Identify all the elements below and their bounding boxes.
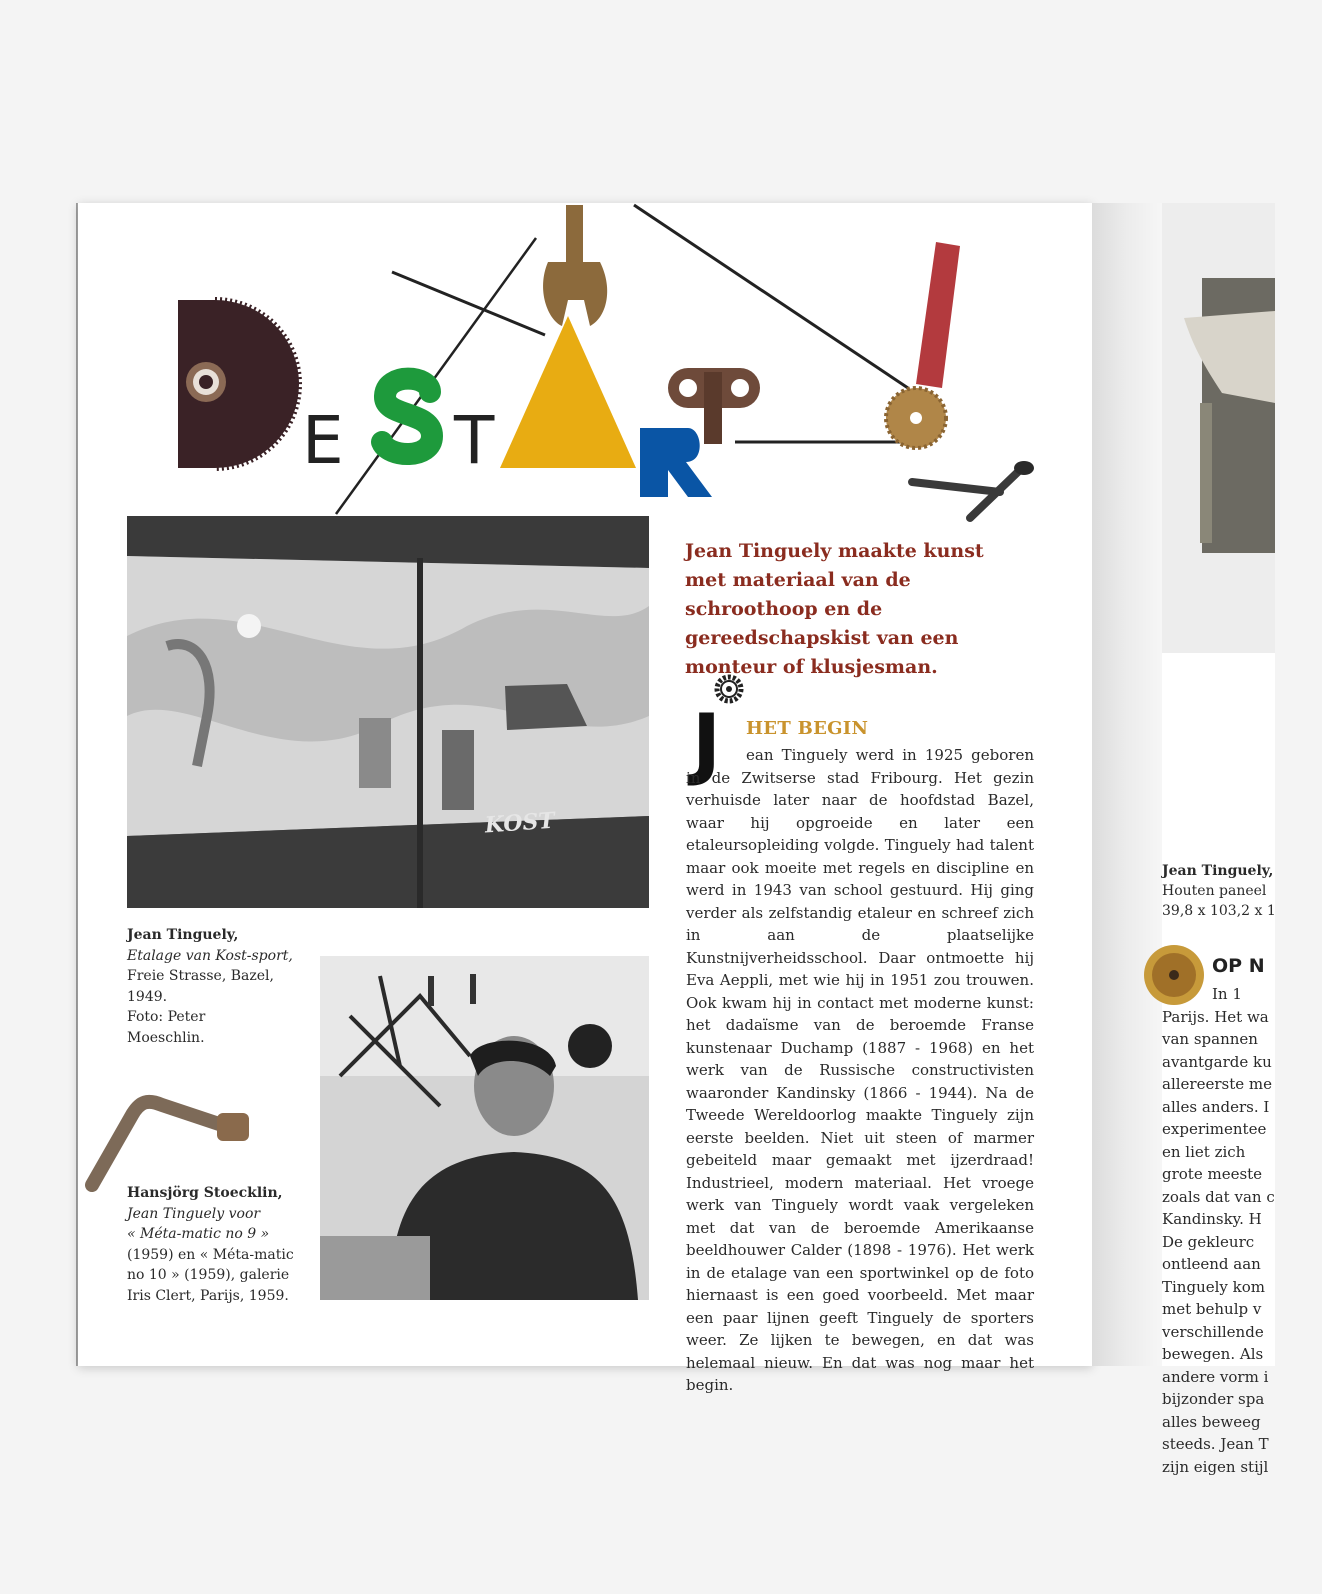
photo2-caption bbox=[127, 1183, 312, 1306]
photo-portrait bbox=[320, 956, 649, 1300]
photo1-caption-author: Jean Tinguely, bbox=[127, 927, 239, 943]
right-body-line: van spannen bbox=[1162, 1030, 1258, 1048]
right-body-line: steeds. Jean T bbox=[1162, 1435, 1269, 1453]
right-body-line: bijzonder spa bbox=[1162, 1390, 1265, 1408]
right-body-line: verschillende bbox=[1162, 1322, 1264, 1341]
right-body-line: experimentee bbox=[1162, 1120, 1267, 1138]
title-artwork bbox=[0, 0, 1275, 530]
photo2-caption-line: no 10 » (1959), galerie bbox=[127, 1267, 290, 1283]
photo2-caption-line: « Méta-matic no 9 » bbox=[127, 1226, 270, 1242]
body-paragraph: ean Tinguely werd in 1925 geboren in de Zwitserse stad Fribourg. Het gezin verhuisde later naar de hoofdstad Bazel, waar hij opgroeide en later een etaleursopleiding volgde. Tinguely had talent maar ook moeite met regels en discipline en werd in 1943 van school gestuurd. Hij ging verder als zelfstandig etaleur en schreef zich in aan de plaatselijke Kunstnijverheidsschool. Daar ontmoette hij Eva Aeppli, met wie hij in 1951 zou trouwen. Ook kwam hij in contact met moderne kunst: het dadaïsme van de beroemde Franse kunstenaar Duchamp (1887 - 1968) en het werk van de Russische constructivisten waaronder Kandinsky (1866 - 1944). Na de Tweede Wereldoorlog maakte Tinguely zijn eerste beelden. Niet uit steen of marmer gebeiteld maar gemaakt met ijzerdraad! Industrieel, modern materiaal. Het vroege werk van Tinguely wordt vaak vergeleken met dat van de beroemde Amerikaanse beeldhouwer Calder (1898 - 1976). Het werk in de etalage van een sportwinkel op de foto hiernaast is een goed voorbeeld. Met maar een paar lijnen geeft Tinguely de sporters weer. Ze lijken te bewegen, en dat was helemaal nieuw. En dat was nog maar het begin. bbox=[686, 746, 1034, 1394]
right-body-line: met behulp v bbox=[1162, 1300, 1262, 1318]
right-body-line: In 1 bbox=[1212, 985, 1242, 1003]
title-letter-d bbox=[178, 300, 299, 468]
right-body-line: Parijs. Het wa bbox=[1162, 1007, 1269, 1026]
artwork-photo bbox=[1162, 203, 1275, 653]
lead-paragraph: Jean Tinguely maakte kunst met materiaal van de schroothoop en de gereedschapskist van een monteur of klusjesman. bbox=[685, 540, 984, 678]
right-body-text bbox=[1162, 983, 1292, 1478]
right-body-line: andere vorm i bbox=[1162, 1367, 1269, 1386]
wrench-icon bbox=[543, 205, 607, 326]
photo1-caption bbox=[127, 925, 297, 1048]
photo1-caption-title: Etalage van Kost-sport, bbox=[127, 947, 293, 964]
kost-sign: KOST bbox=[484, 807, 556, 839]
title-letter-t: T bbox=[454, 402, 495, 479]
section-heading: HET BEGIN bbox=[746, 718, 869, 739]
photo1-caption-line: Moeschlin. bbox=[127, 1029, 205, 1046]
photo2-caption-line: (1959) en « Méta-matic bbox=[127, 1246, 294, 1263]
title-letter-s bbox=[382, 379, 432, 454]
right-body-line: en liet zich bbox=[1162, 1142, 1246, 1161]
title-letter-e: E bbox=[302, 402, 344, 479]
title-exclamation bbox=[916, 242, 960, 388]
right-caption bbox=[1162, 861, 1322, 921]
photo1-caption-line: 1949. bbox=[127, 988, 168, 1005]
right-body-line: alles beweeg bbox=[1162, 1412, 1261, 1431]
drop-cap: J bbox=[692, 699, 722, 789]
right-caption-line: Houten paneel bbox=[1162, 883, 1267, 899]
right-body-line: allereerste me bbox=[1162, 1075, 1272, 1093]
right-body-line: grote meeste bbox=[1162, 1165, 1263, 1183]
right-body-line: ontleend aan bbox=[1162, 1255, 1261, 1273]
title-letter-r bbox=[640, 428, 712, 497]
photo2-caption-line: Jean Tinguely voor bbox=[127, 1205, 261, 1222]
right-section-heading: OP N bbox=[1212, 955, 1265, 977]
right-body-line: alles anders. I bbox=[1162, 1097, 1270, 1116]
right-body-line: avantgarde ku bbox=[1162, 1052, 1272, 1071]
photo1-caption-line: Freie Strasse, Bazel, bbox=[127, 968, 274, 984]
right-body-line: zoals dat van c bbox=[1162, 1187, 1275, 1206]
right-body-line: De gekleurc bbox=[1162, 1232, 1255, 1251]
photo1-caption-line: Foto: Peter bbox=[127, 1009, 206, 1025]
right-body-line: bewegen. Als bbox=[1162, 1345, 1264, 1363]
right-caption-line: 39,8 x 103,2 x 1 bbox=[1162, 903, 1276, 919]
photo-shop-window bbox=[127, 516, 649, 908]
right-body-line: Kandinsky. H bbox=[1162, 1210, 1262, 1228]
right-body-line: Tinguely kom bbox=[1162, 1277, 1265, 1296]
gear-disc-icon bbox=[886, 388, 946, 448]
body-text bbox=[686, 744, 1034, 1397]
photo2-caption-line: Iris Clert, Parijs, 1959. bbox=[127, 1287, 289, 1304]
right-body-line: zijn eigen stijl bbox=[1162, 1457, 1269, 1476]
right-page bbox=[1162, 203, 1276, 1476]
right-caption-line: Jean Tinguely, bbox=[1162, 863, 1274, 879]
title-letter-a bbox=[500, 316, 636, 468]
photo2-caption-author: Hansjörg Stoecklin, bbox=[127, 1185, 283, 1201]
socket-wrench-icon bbox=[92, 1085, 257, 1195]
screw-icon bbox=[912, 461, 1034, 518]
